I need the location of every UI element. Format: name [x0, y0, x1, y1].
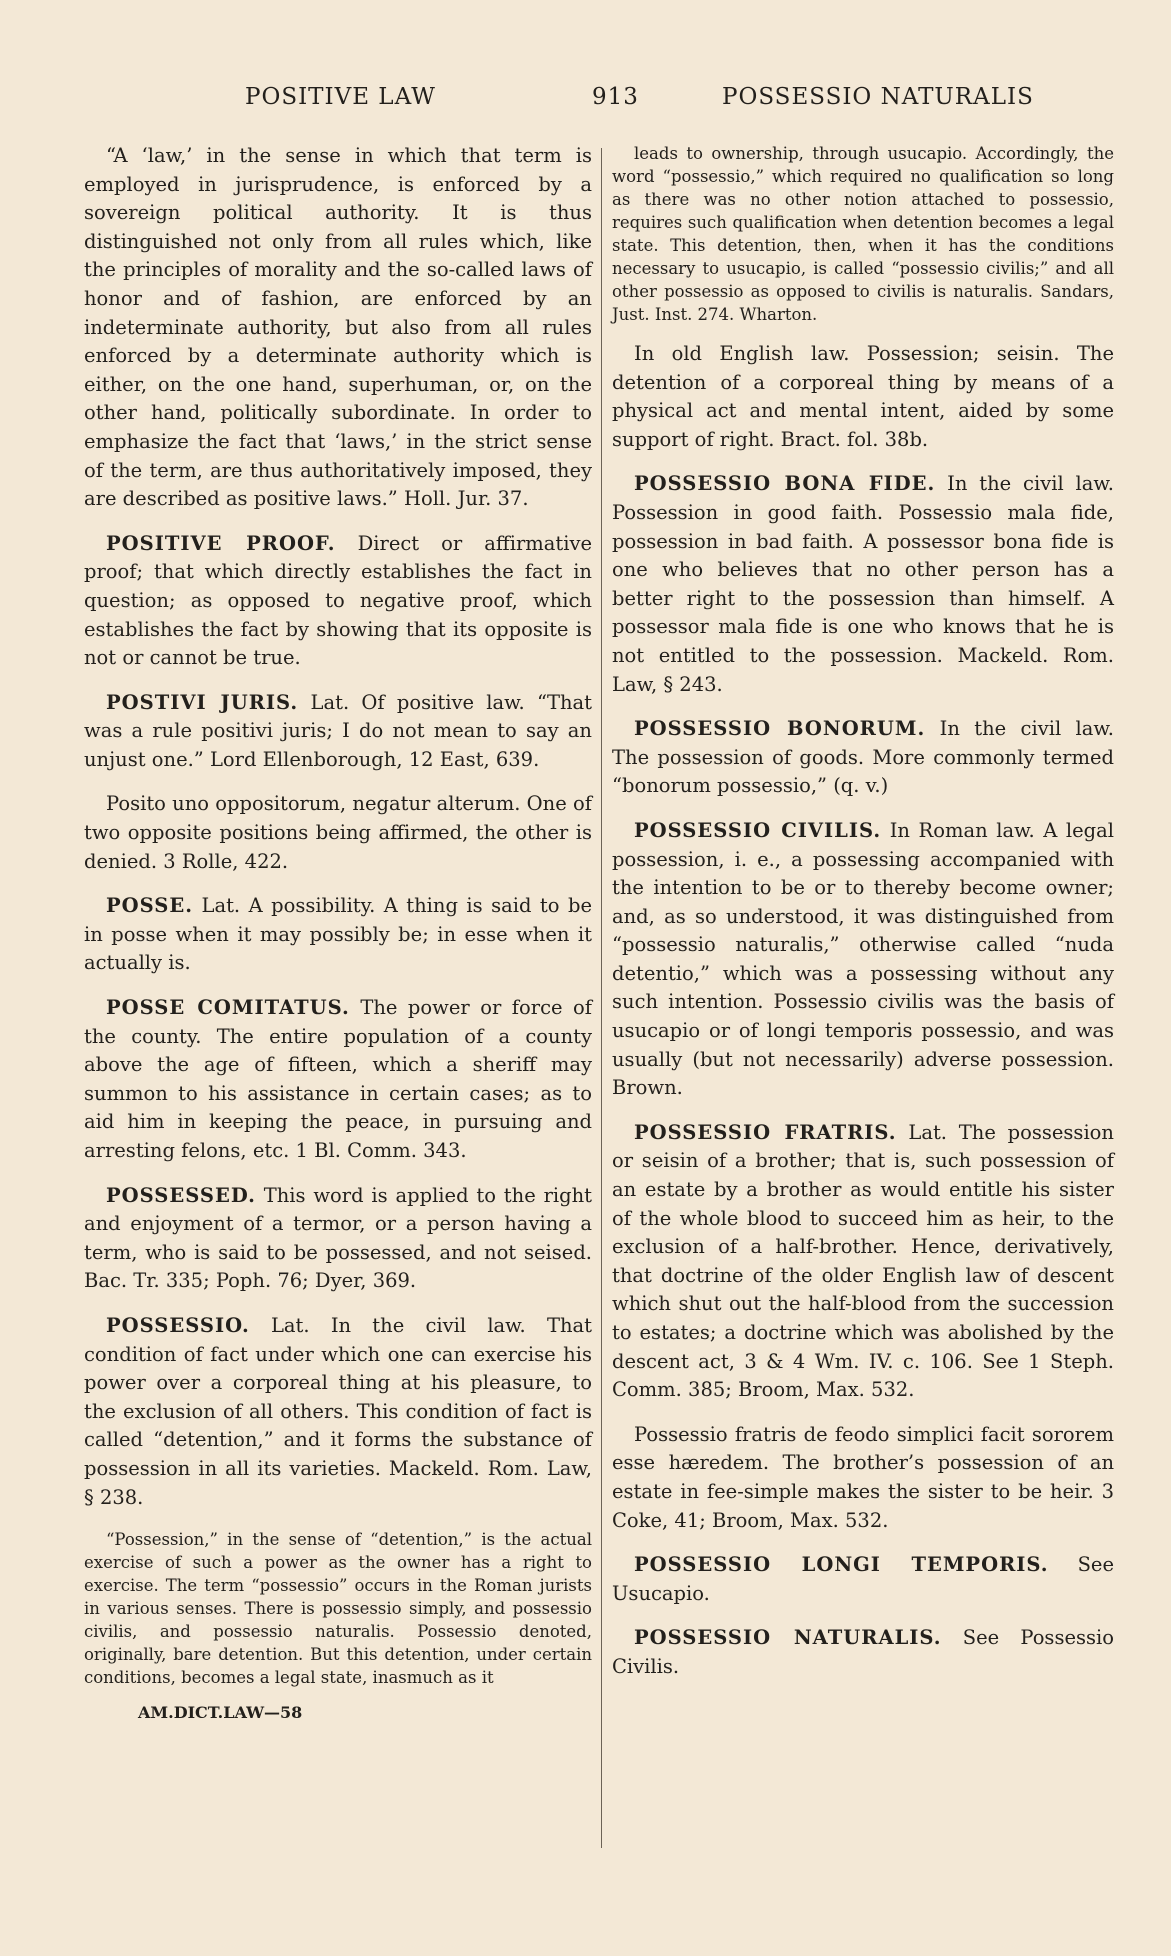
entry-headword: POSSESSIO LONGI TEMPORIS. [634, 1553, 1049, 1577]
entry-text: Lat. A possibility. A thing is said to be in posse when it may possibly be; in esse when it actually is. [84, 894, 592, 975]
entry-possessio-civilis [612, 817, 1114, 1103]
entry-posse-comitatus [84, 994, 592, 1166]
right-column [612, 142, 1114, 1698]
possessio-note: “Possession,” in the sense of “detention,” is the actual exercise of such a power as the owner has a right to exercise. The term “possessio” occurs in the Roman jurists in various senses. There is possessio simply, and possessio civilis, and possessio naturalis. Possessio denoted, originally, bare detention. But this detention, under certain conditions, becomes a legal state, inasmuch as it [84, 1530, 592, 1688]
entry-headword: POSSE COMITATUS. [106, 996, 350, 1020]
entry-old-english-law [612, 340, 1114, 454]
entry-text: The power or force of the county. The entire population of a county above the age of fifteen, which a sheriff may summon to his assistance in certain cases; as to aid him in keeping the peace, in pursuing and arresting felons, etc. 1 Bl. Comm. 343. [84, 996, 593, 1162]
entry-headword: POSITIVE PROOF. [106, 531, 336, 555]
entry-text: Direct or affirmative proof; that which directly establishes the fact in question; as opposed to negative proof, which establishes the fact by showing that its opposite is not or cannot be true. [84, 531, 593, 670]
entry-headword: POSSE. [106, 894, 194, 918]
entry-text: This word is applied to the right and enjoyment of a termor, or a person having a term, who is said to be possessed, and not seised. Bac. Tr. 335; Poph. 76; Dyer, 369. [84, 1183, 593, 1293]
entry-text: Lat. In the civil law. That condition of fact under which one can exercise his power over a corporeal thing at his pleasure, to the exclusion of all others. This condition of fact is called “detention,” and it forms the substance of possession in all its varieties. Mackeld. Rom. Law, § 238. [84, 1313, 592, 1509]
entry-headword: POSSESSIO CIVILIS. [634, 818, 882, 842]
entry-text: “A ‘law,’ in the sense in which that term is employed in jurisprudence, is enforced by a sovereign political authority. It is thus distinguished not only from all rules which, like the principles of morality and the so-called laws of honor and of fashion, are enforced by an indeterminate authority, but also from all rules enforced by a determinate authority which is either, on the one hand, superhuman, or, on the other hand, politically subordinate. In order to emphasize the fact that ‘laws,’ in the strict sense of the term, are thus authoritatively imposed, they are described as positive laws.” Holl. Jur. 37. [84, 144, 592, 511]
running-head-right: POSSESSIO NATURALIS [722, 84, 1034, 110]
entry-text: In Roman law. A legal possession, i. e., a possessing accompanied with the intention to be or to thereby become owner; and, as so understood, it was distinguished from “possessio naturalis,” otherwise called “nuda detentio,” which was a possessing without any such intention. Possessio civilis was the basis of usucapio or of longi temporis possessio, and was usually (but not necessarily) adverse possession. Brown. [612, 818, 1114, 1100]
entry-headword: POSSESSIO. [106, 1313, 250, 1337]
entry-text: See Usucapio. [612, 1553, 1115, 1605]
entry-headword: POSSESSIO FRATRIS. [634, 1120, 897, 1144]
entry-text: Posito uno oppositorum, negatur alterum. One of two opposite positions being affirmed, the other is denied. 3 Rolle, 422. [84, 792, 592, 873]
entry-headword: POSSESSIO BONA FIDE. [634, 472, 936, 496]
entry-text: Lat. Of positive law. “That was a rule positivi juris; I do not mean to say an unjust one.” Lord Ellenborough, 12 East, 639. [84, 690, 593, 771]
entry-headword: POSSESSED. [106, 1183, 256, 1207]
entry-possessed [84, 1182, 592, 1296]
column-divider [601, 148, 602, 1848]
entry-possessio [84, 1312, 592, 1512]
possessio-note-continued: leads to ownership, through usucapio. Accordingly, the word “possessio,” which required no qualification so long as there was no other notion attached to possessio, requires such qualification when detention becomes a legal state. This detention, then, when it has the conditions necessary to usucapio, is called “possessio civilis;” and all other possessio as opposed to civilis is naturalis. Sandars, Just. Inst. 274. Wharton. [612, 144, 1114, 324]
entry-text: In old English law. Possession; seisin. The detention of a corporeal thing by means of a physical act and mental intent, aided by some support of right. Bract. fol. 38b. [612, 342, 1114, 451]
entry-possessio-naturalis [612, 1624, 1114, 1681]
entry-positive-law-quote [84, 142, 592, 514]
entry-possessio-bona-fide [612, 470, 1114, 699]
entry-text: In the civil law. Possession in good faith. Possessio mala fide, possession in bad faith. A possessor bona fide is one who believes that no other person has a better right to the possession than himself. A possessor mala fide is one who knows that he is not entitled to the possession. Mackeld. Rom. Law, § 243. [612, 472, 1114, 696]
entry-possessio-fratris-maxim [612, 1421, 1114, 1535]
entry-positive-proof [84, 530, 592, 673]
entry-text: Lat. The possession or seisin of a brother; that is, such possession of an estate by a brother as would entitle his sister of the whole blood to succeed him as heir, to the exclusion of a half-brother. Hence, derivatively, that doctrine of the older English law of descent which shut out the half-blood from the succession to estates; a doctrine which was abolished by the descent act, 3 & 4 Wm. IV. c. 106. See 1 Steph. Comm. 385; Broom, Max. 532. [612, 1120, 1114, 1402]
entry-posito-uno [84, 790, 592, 876]
entry-posse [84, 892, 592, 978]
entry-headword: POSSESSIO BONORUM. [634, 717, 926, 741]
left-column [84, 142, 592, 1722]
signature-mark: AM.DICT.LAW—58 [138, 1703, 303, 1723]
entry-text: See Possessio Civilis. [612, 1626, 1114, 1678]
entry-headword: POSSESSIO NATURALIS. [634, 1626, 942, 1650]
entry-headword: POSTIVI JURIS. [106, 690, 299, 714]
running-head-left: POSITIVE LAW [245, 84, 436, 110]
entry-possessio-longi-temporis [612, 1551, 1114, 1608]
entry-text: In the civil law. The possession of goods. More commonly termed “bonorum possessio,” (q. v.) [612, 717, 1114, 798]
entry-possessio-bonorum [612, 715, 1114, 801]
entry-possessio-fratris [612, 1119, 1114, 1405]
entry-text: Possessio fratris de feodo simplici facit sororem esse hæredem. The brother’s possession of an estate in fee-simple makes the sister to be heir. 3 Coke, 41; Broom, Max. 532. [612, 1422, 1114, 1532]
page-number: 913 [592, 84, 639, 110]
entry-postivi-juris [84, 689, 592, 775]
